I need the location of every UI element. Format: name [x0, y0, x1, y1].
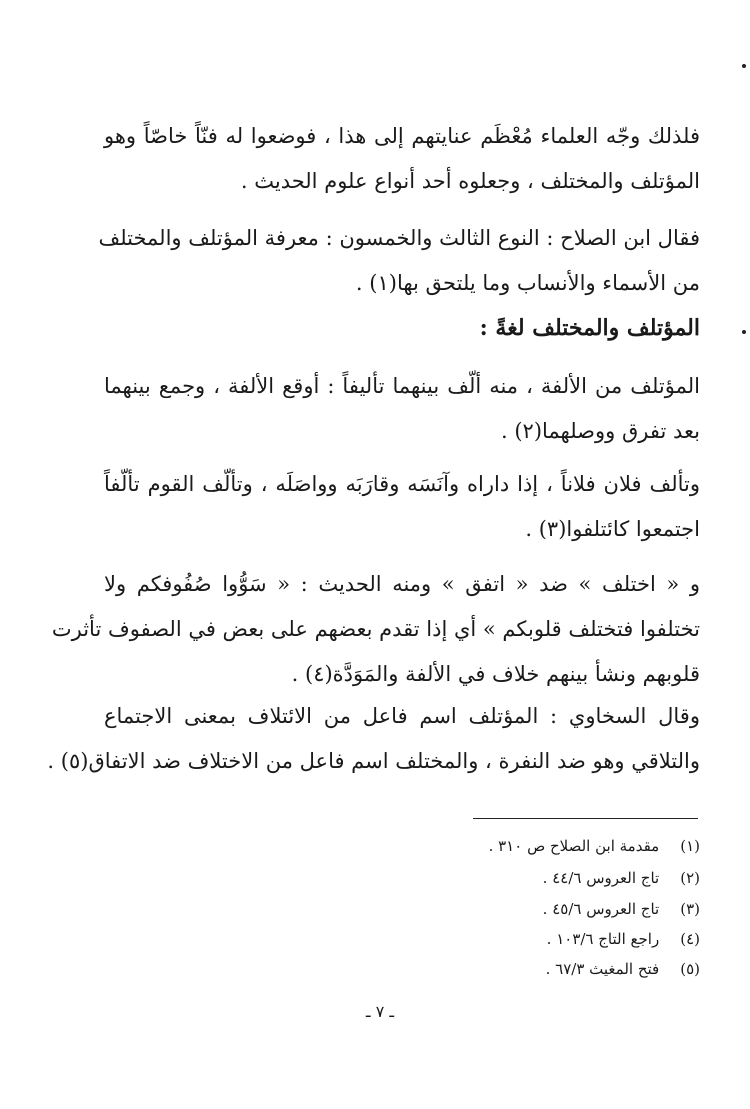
paragraph-line: و « اختلف » ضد « اتفق » ومنه الحديث : « سَوُّوا صُفُوفكم ولا — [104, 572, 700, 596]
paragraph-line: وقال السخاوي : المؤتلف اسم فاعل من الائتلاف بمعنى الاجتماع — [104, 704, 700, 728]
footnote-text: مقدمة ابن الصلاح ص ٣١٠ . — [488, 837, 660, 855]
paragraph-3 — [104, 364, 700, 454]
paragraph-line: اجتمعوا كائتلفوا(٣) . — [525, 517, 700, 541]
footnote-text: فتح المغيث ٦٧/٣ . — [545, 960, 660, 978]
scan-mark — [742, 64, 746, 68]
footnote-separator — [473, 818, 698, 819]
footnote-text: تاج العروس ٤٥/٦ . — [542, 900, 660, 918]
section-heading: المؤتلف والمختلف لغةً : — [479, 315, 700, 341]
paragraph-1 — [104, 114, 700, 204]
paragraph-line: قلوبهم ونشأ بينهم خلاف في الألفة والمَوَدَّة(٤) . — [291, 662, 700, 686]
paragraph-line: المؤتلف من الألفة ، منه ألّف بينهما تأليفاً : أوقع الألفة ، وجمع بينهما — [104, 374, 700, 398]
footnote-number: (١) — [680, 837, 700, 855]
footnote-5 — [400, 959, 700, 979]
footnote-2 — [400, 868, 700, 888]
paragraph-line: المؤتلف والمختلف ، وجعلوه أحد أنواع علوم الحديث . — [240, 169, 700, 193]
paragraph-4 — [104, 462, 700, 552]
paragraph-line: من الأسماء والأنساب وما يلتحق بها(١) . — [355, 271, 700, 295]
paragraph-5 — [51, 562, 700, 697]
footnote-number: (٣) — [680, 900, 700, 918]
paragraph-line: فقال ابن الصلاح : النوع الثالث والخمسون : معرفة المؤتلف والمختلف — [98, 226, 700, 250]
paragraph-line: بعد تفرق ووصلهما(٢) . — [500, 419, 700, 443]
paragraph-line: تختلفوا فتختلف قلوبكم » أي إذا تقدم بعضهم على بعض في الصفوف تأثرت — [51, 617, 700, 641]
footnote-number: (٢) — [680, 869, 700, 887]
footnote-1 — [400, 836, 700, 856]
paragraph-2 — [98, 216, 700, 306]
paragraph-line: فلذلك وجّه العلماء مُعْظَم عنايتهم إلى هذا ، فوضعوا له فنّاً خاصّاً وهو — [104, 124, 700, 148]
paragraph-line: والتلاقي وهو ضد النفرة ، والمختلف اسم فاعل من الاختلاف ضد الاتفاق(٥) . — [47, 749, 700, 773]
paragraph-line: وتألف فلان فلاناً ، إذا داراه وآنَسَه وقارَبَه وواصَلَه ، وتألّف القوم تألّفاً — [104, 472, 700, 496]
footnote-4 — [400, 929, 700, 949]
footnote-3 — [400, 899, 700, 919]
footnote-number: (٤) — [680, 930, 700, 948]
page-number: ـ ٧ ـ — [365, 1002, 395, 1021]
footnote-number: (٥) — [680, 960, 700, 978]
footnote-text: راجع التاج ١٠٣/٦ . — [546, 930, 660, 948]
paragraph-6 — [47, 694, 700, 784]
scan-mark — [742, 330, 746, 334]
footnote-text: تاج العروس ٤٤/٦ . — [542, 869, 660, 887]
